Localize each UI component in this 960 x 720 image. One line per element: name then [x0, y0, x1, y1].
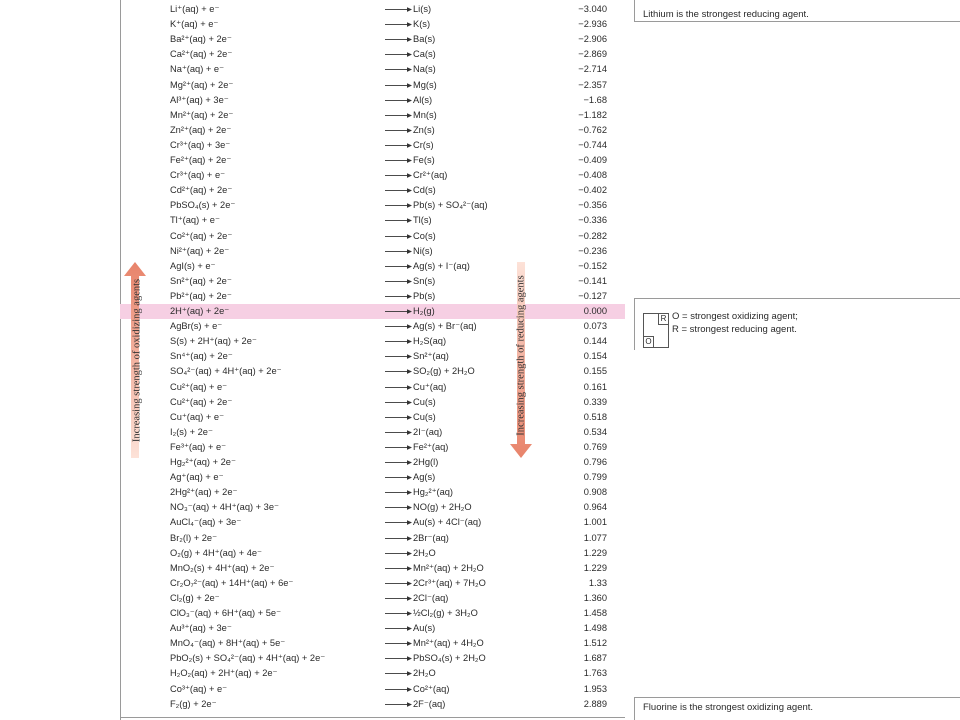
table-row: [120, 515, 625, 530]
reduced-form: H₂S(aq): [413, 336, 447, 347]
reduced-form: Cu(s): [413, 411, 436, 422]
reaction-arrow-icon: [383, 32, 413, 47]
reduced-form: Al(s): [413, 94, 433, 105]
oxidized-form: ClO₃⁻(aq) + 6H⁺(aq) + 5e⁻: [170, 608, 281, 618]
reaction-arrow-icon: [383, 636, 413, 651]
reaction-arrow-icon: [383, 576, 413, 591]
standard-potential: 1.498: [583, 623, 607, 634]
table-row: [120, 168, 625, 183]
reaction-arrow-icon: [383, 546, 413, 561]
table-row: [120, 244, 625, 259]
reaction-arrow-icon: [383, 470, 413, 485]
reaction-arrow-icon: [383, 244, 413, 259]
reduced-form: Co²⁺(aq): [413, 683, 450, 694]
standard-potential: 1.763: [583, 668, 607, 679]
oxidized-form: AuCl₄⁻(aq) + 3e⁻: [170, 517, 242, 528]
oxidized-form: Ag⁺(aq) + e⁻: [170, 472, 224, 483]
standard-potential: 0.154: [583, 351, 607, 362]
reaction-arrow-icon: [383, 153, 413, 168]
oxidized-form: Na⁺(aq) + e⁻: [170, 64, 224, 75]
table-row: [120, 410, 625, 425]
table-row: [120, 213, 625, 228]
reduced-form: Tl(s): [413, 215, 432, 226]
oxidized-form: SO₄²⁻(aq) + 4H⁺(aq) + 2e⁻: [170, 366, 282, 377]
standard-potential: 0.518: [583, 411, 607, 422]
reaction-arrow-icon: [383, 651, 413, 666]
table-row: [120, 259, 625, 274]
oxidized-form: Al³⁺(aq) + 3e⁻: [170, 94, 229, 105]
standard-potential: 1.360: [583, 592, 607, 603]
reaction-arrow-icon: [383, 78, 413, 93]
reaction-arrow-icon: [383, 183, 413, 198]
reaction-arrow-icon: [383, 138, 413, 153]
reduced-form: Fe(s): [413, 155, 435, 165]
standard-potential: −2.869: [578, 49, 607, 60]
reaction-arrow-icon: [383, 213, 413, 228]
oxidized-form: Ni²⁺(aq) + 2e⁻: [170, 245, 230, 256]
reduced-form: Ba(s): [413, 34, 436, 45]
reduced-form: Pb(s) + SO₄²⁻(aq): [413, 200, 488, 211]
table-row: [120, 138, 625, 153]
standard-potential: 0.073: [583, 321, 607, 332]
reduced-form: Na(s): [413, 64, 436, 75]
reaction-arrow-icon: [383, 697, 413, 712]
standard-potential: 0.339: [583, 396, 607, 407]
table-row: [120, 123, 625, 138]
reaction-arrow-icon: [383, 425, 413, 440]
note-strongest-reducing: Lithium is the strongest reducing agent.: [643, 9, 809, 20]
reduced-form: Ag(s) + I⁻(aq): [413, 260, 470, 271]
standard-potential: −0.744: [578, 139, 607, 150]
reaction-arrow-icon: [383, 440, 413, 455]
standard-potential: −2.714: [578, 64, 607, 75]
table-row: [120, 47, 625, 62]
oxidized-form: O₂(g) + 4H⁺(aq) + 4e⁻: [170, 547, 262, 558]
reaction-arrow-icon: [383, 62, 413, 77]
reaction-arrow-icon: [383, 229, 413, 244]
reduced-form: Sn(s): [413, 275, 436, 286]
oxidized-form: Sn⁴⁺(aq) + 2e⁻: [170, 351, 233, 362]
oxidized-form: Co²⁺(aq) + 2e⁻: [170, 230, 233, 241]
oxidized-form: MnO₂(s) + 4H⁺(aq) + 2e⁻: [170, 562, 275, 573]
reduced-form: Pb(s): [413, 290, 436, 301]
reduced-form: SO₂(g) + 2H₂O: [413, 366, 475, 377]
standard-potential: −0.236: [578, 245, 607, 256]
oxidized-form: Cu²⁺(aq) + e⁻: [170, 381, 228, 392]
reduced-form: Au(s): [413, 623, 436, 634]
reaction-arrow-icon: [383, 168, 413, 183]
table-row: [120, 470, 625, 485]
reduced-form: 2H₂O: [413, 668, 436, 679]
table-row: [120, 440, 625, 455]
table-row: [120, 561, 625, 576]
reduced-form: H₂(g): [413, 306, 435, 316]
reduced-form: Mn²⁺(aq) + 4H₂O: [413, 638, 484, 649]
table-row: [120, 485, 625, 500]
reduced-form: ½Cl₂(g) + 3H₂O: [413, 608, 478, 618]
standard-potential: 1.512: [583, 638, 607, 649]
reaction-arrow-icon: [383, 364, 413, 379]
reduced-form: NO(g) + 2H₂O: [413, 502, 472, 513]
reaction-arrow-icon: [383, 198, 413, 213]
standard-potential: 0.908: [583, 487, 607, 498]
table-row: [120, 500, 625, 515]
table-row: [120, 621, 625, 636]
reduced-form: 2F⁻(aq): [413, 698, 446, 709]
standard-potential: −0.336: [578, 215, 607, 226]
table-row: [120, 62, 625, 77]
table-row: [120, 183, 625, 198]
reduced-form: Ag(s): [413, 472, 436, 483]
table-row: [120, 606, 625, 621]
table-row: [120, 289, 625, 304]
oxidized-form: Pb²⁺(aq) + 2e⁻: [170, 290, 232, 301]
note-strongest-oxidizing: Fluorine is the strongest oxidizing agent.: [643, 702, 814, 713]
table-row: [120, 591, 625, 606]
sidebar-key-rule: [634, 298, 960, 299]
oxidized-form: Cu²⁺(aq) + 2e⁻: [170, 396, 233, 407]
standard-potential: −1.68: [583, 94, 607, 105]
standard-potential: 0.161: [583, 381, 607, 392]
reaction-arrow-icon: [383, 485, 413, 500]
table-row: [120, 682, 625, 697]
reaction-arrow-icon: [383, 108, 413, 123]
oxidized-form: 2Hg²⁺(aq) + 2e⁻: [170, 487, 238, 498]
standard-potential: −0.408: [578, 170, 607, 181]
reaction-arrow-icon: [383, 682, 413, 697]
reduced-form: Mn²⁺(aq) + 2H₂O: [413, 562, 484, 573]
standard-potential: 1.229: [583, 547, 607, 558]
oxidized-form: Tl⁺(aq) + e⁻: [170, 215, 220, 226]
reduced-form: Cr(s): [413, 139, 434, 150]
reaction-arrow-icon: [383, 380, 413, 395]
standard-potential: 2.889: [583, 698, 607, 709]
oxidized-form: Hg₂²⁺(aq) + 2e⁻: [170, 457, 236, 467]
key-r-letter: R: [658, 314, 668, 325]
reaction-arrow-icon: [383, 591, 413, 606]
standard-potential: −0.409: [578, 155, 607, 165]
table-row: [120, 274, 625, 289]
reduced-form: Cu(s): [413, 396, 436, 407]
standard-potential: −0.141: [578, 275, 607, 286]
standard-potential: 1.687: [583, 653, 607, 664]
table-row: [120, 697, 625, 712]
oxidized-form: H₂O₂(aq) + 2H⁺(aq) + 2e⁻: [170, 668, 278, 679]
table-row: [120, 531, 625, 546]
standard-potential: 1.077: [583, 532, 607, 543]
reduced-form: 2Br⁻(aq): [413, 532, 449, 543]
standard-potential: 0.799: [583, 472, 607, 483]
table-row: [120, 153, 625, 168]
reaction-arrow-icon: [383, 606, 413, 621]
oxidized-form: Mg²⁺(aq) + 2e⁻: [170, 79, 234, 90]
oxidized-form: Cd²⁺(aq) + 2e⁻: [170, 185, 233, 196]
table-row: [120, 395, 625, 410]
oxidized-form: 2H⁺(aq) + 2e⁻: [170, 306, 230, 316]
oxidizing-strength-label: Increasing strength of oxidizing agents: [131, 278, 143, 443]
oxidized-form: Ca²⁺(aq) + 2e⁻: [170, 49, 233, 60]
standard-potential: 0.534: [583, 426, 607, 437]
table-row: [120, 546, 625, 561]
oxidized-form: Ba²⁺(aq) + 2e⁻: [170, 34, 232, 45]
standard-potential: −0.282: [578, 230, 607, 241]
reaction-arrow-icon: [383, 561, 413, 576]
standard-potential: −0.152: [578, 260, 607, 271]
oxidized-form: Zn²⁺(aq) + 2e⁻: [170, 124, 232, 135]
reduced-form: Zn(s): [413, 124, 435, 135]
standard-potential: 0.000: [583, 306, 607, 316]
table-row: [120, 425, 625, 440]
standard-potential: −0.356: [578, 200, 607, 211]
oxidized-form: Fe²⁺(aq) + 2e⁻: [170, 155, 232, 165]
standard-potential: −3.040: [578, 4, 607, 14]
reaction-arrow-icon: [383, 515, 413, 530]
reducing-strength-label: Increasing strength of reducing agents: [515, 275, 527, 436]
reaction-arrow-icon: [383, 319, 413, 334]
standard-potential: −0.127: [578, 290, 607, 301]
standard-potential: 1.953: [583, 683, 607, 694]
oxidized-form: Co³⁺(aq) + e⁻: [170, 683, 228, 694]
oxidized-form: I₂(s) + 2e⁻: [170, 426, 213, 437]
reaction-arrow-icon: [383, 621, 413, 636]
standard-potential: 0.155: [583, 366, 607, 377]
reduced-form: Mn(s): [413, 109, 437, 120]
reaction-arrow-icon: [383, 47, 413, 62]
reduced-form: PbSO₄(s) + 2H₂O: [413, 653, 486, 664]
sidebar-left-rule-top: [634, 0, 635, 22]
table-row: [120, 32, 625, 47]
standard-potential: 1.458: [583, 608, 607, 618]
reduced-form: Cr²⁺(aq): [413, 170, 448, 181]
reaction-arrow-icon: [383, 2, 413, 17]
reaction-arrow-icon: [383, 17, 413, 32]
key-line-oxidizing: O = strongest oxidizing agent;: [672, 311, 798, 322]
reaction-arrow-icon: [383, 395, 413, 410]
table-row: [120, 93, 625, 108]
reduced-form: 2I⁻(aq): [413, 426, 443, 437]
key-o-letter: O: [644, 336, 654, 347]
standard-potential: 0.796: [583, 457, 607, 467]
standard-potential: 0.964: [583, 502, 607, 513]
table-row: [120, 198, 625, 213]
oxidized-form: MnO₄⁻(aq) + 8H⁺(aq) + 5e⁻: [170, 638, 286, 649]
standard-potential: −2.906: [578, 34, 607, 45]
oxidized-form: Sn²⁺(aq) + 2e⁻: [170, 275, 232, 286]
table-row: [120, 229, 625, 244]
table-row: [120, 455, 625, 470]
reduced-form: 2H₂O: [413, 547, 436, 558]
standard-potential: −0.762: [578, 124, 607, 135]
table-row: [120, 364, 625, 379]
reduced-form: Ca(s): [413, 49, 436, 60]
reaction-arrow-icon: [383, 334, 413, 349]
table-row: [120, 334, 625, 349]
standard-potential: 1.001: [583, 517, 607, 528]
standard-potential: −2.357: [578, 79, 607, 90]
table-row: [120, 651, 625, 666]
table-row: [120, 78, 625, 93]
oxidized-form: Cl₂(g) + 2e⁻: [170, 592, 220, 603]
oxidized-form: Mn²⁺(aq) + 2e⁻: [170, 109, 234, 120]
reaction-arrow-icon: [383, 274, 413, 289]
reduced-form: K(s): [413, 19, 431, 30]
oxidized-form: F₂(g) + 2e⁻: [170, 698, 217, 709]
standard-potential: 1.229: [583, 562, 607, 573]
reduced-form: Cd(s): [413, 185, 436, 196]
reduced-form: Hg₂²⁺(aq): [413, 487, 454, 498]
reaction-arrow-icon: [383, 531, 413, 546]
oxidized-form: Cr₂O₇²⁻(aq) + 14H⁺(aq) + 6e⁻: [170, 577, 294, 588]
reaction-arrow-icon: [383, 289, 413, 304]
standard-potential: −2.936: [578, 19, 607, 30]
oxidized-form: S(s) + 2H⁺(aq) + 2e⁻: [170, 336, 257, 347]
reaction-arrow-icon: [383, 455, 413, 470]
oxidized-form: Cr³⁺(aq) + e⁻: [170, 170, 226, 181]
standard-potential: 0.144: [583, 336, 607, 347]
key-box-icon: [643, 313, 669, 348]
reduced-form: Li(s): [413, 4, 432, 14]
table-row: [120, 666, 625, 681]
reaction-arrow-icon: [383, 123, 413, 138]
reduced-form: Au(s) + 4Cl⁻(aq): [413, 517, 482, 528]
reduced-form: Ag(s) + Br⁻(aq): [413, 321, 477, 332]
reaction-arrow-icon: [383, 349, 413, 364]
table-row: [120, 108, 625, 123]
oxidized-form: NO₃⁻(aq) + 4H⁺(aq) + 3e⁻: [170, 502, 279, 513]
oxidized-form: PbSO₄(s) + 2e⁻: [170, 200, 236, 211]
oxidized-form: Cu⁺(aq) + e⁻: [170, 411, 224, 422]
oxidized-form: Au³⁺(aq) + 3e⁻: [170, 623, 232, 634]
oxidized-form: K⁺(aq) + e⁻: [170, 19, 219, 30]
table-bottom-rule: [120, 717, 625, 718]
sidebar-left-rule-key: [634, 298, 635, 350]
reduced-form: 2Hg(l): [413, 457, 439, 467]
reduced-form: Cu⁺(aq): [413, 381, 447, 392]
reaction-arrow-icon: [383, 500, 413, 515]
oxidized-form: AgI(s) + e⁻: [170, 260, 216, 271]
table-row: [120, 576, 625, 591]
reduced-form: 2Cr³⁺(aq) + 7H₂O: [413, 577, 486, 588]
sidebar-bottom-rule: [634, 697, 960, 698]
reduced-form: Fe²⁺(aq): [413, 441, 449, 452]
oxidized-form: PbO₂(s) + SO₄²⁻(aq) + 4H⁺(aq) + 2e⁻: [170, 653, 326, 664]
standard-potential: 0.769: [583, 441, 607, 452]
table-row: [120, 636, 625, 651]
sidebar-left-rule-bottom: [634, 697, 635, 720]
reaction-arrow-icon: [383, 666, 413, 681]
standard-potential: −1.182: [578, 109, 607, 120]
table-row: [120, 2, 625, 17]
reduced-form: Co(s): [413, 230, 436, 241]
reduced-form: 2Cl⁻(aq): [413, 592, 449, 603]
oxidized-form: Cr³⁺(aq) + 3e⁻: [170, 139, 231, 150]
reaction-arrow-icon: [383, 304, 413, 319]
sidebar-top-rule: [634, 21, 960, 22]
oxidized-form: Fe³⁺(aq) + e⁻: [170, 441, 227, 452]
oxidized-form: AgBr(s) + e⁻: [170, 321, 223, 332]
reaction-arrow-icon: [383, 259, 413, 274]
oxidized-form: Li⁺(aq) + e⁻: [170, 4, 220, 14]
reaction-arrow-icon: [383, 410, 413, 425]
table-row: [120, 349, 625, 364]
reaction-arrow-icon: [383, 93, 413, 108]
table-row: [120, 380, 625, 395]
highlighted-table-row: [120, 304, 625, 319]
table-row: [120, 319, 625, 334]
reduced-form: Mg(s): [413, 79, 437, 90]
table-row: [120, 17, 625, 32]
key-line-reducing: R = strongest reducing agent.: [672, 324, 797, 335]
standard-potential: 1.33: [588, 577, 607, 588]
reduced-form: Ni(s): [413, 245, 433, 256]
reduced-form: Sn²⁺(aq): [413, 351, 449, 362]
standard-potential: −0.402: [578, 185, 607, 196]
oxidized-form: Br₂(l) + 2e⁻: [170, 532, 218, 543]
